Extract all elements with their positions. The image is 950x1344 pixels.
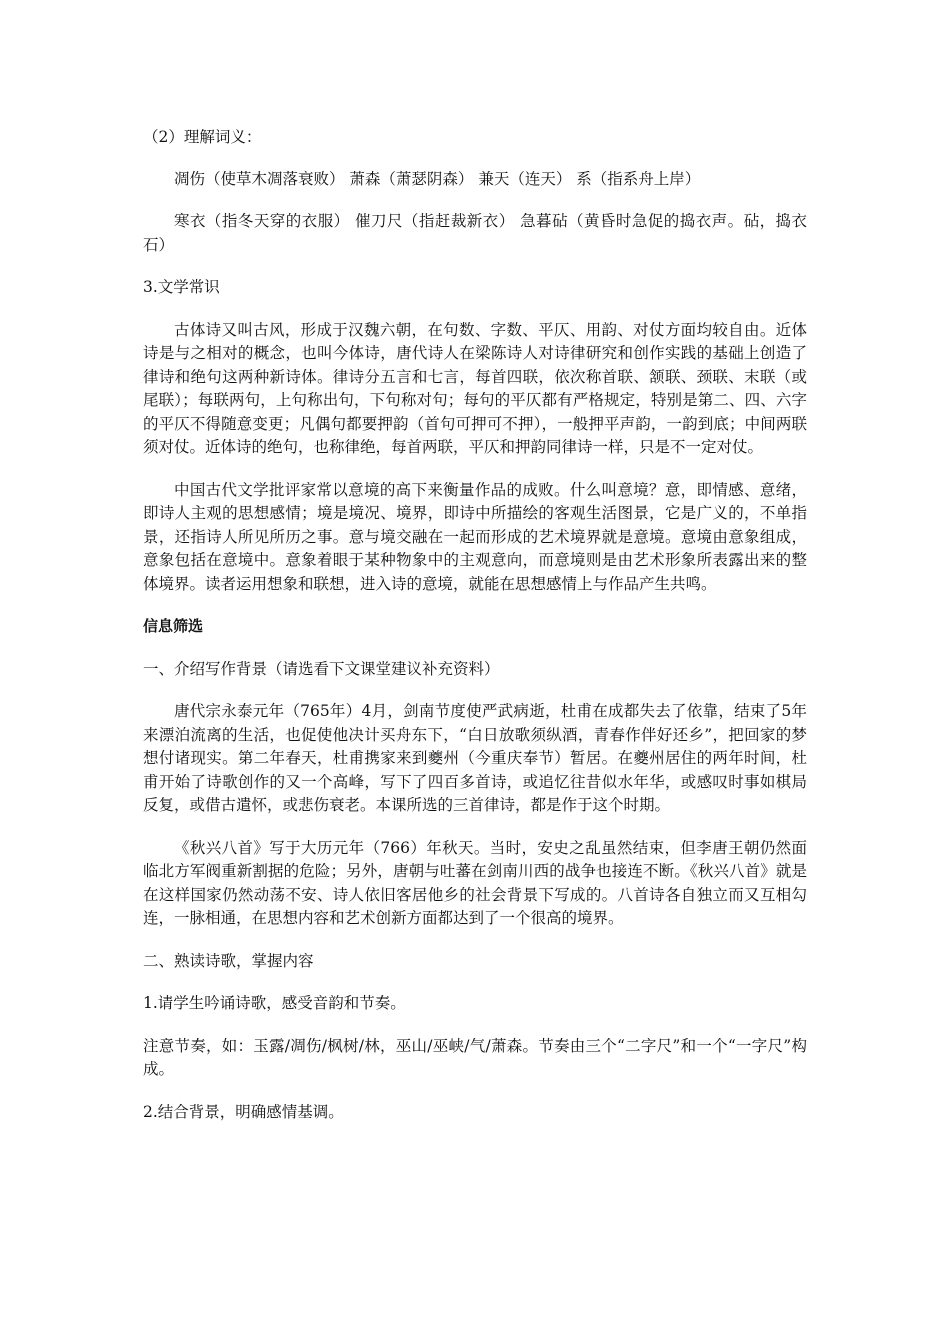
vocab-line-1: 凋伤（使草木凋落衰败） 萧森（萧瑟阴森） 兼天（连天） 系（指系舟上岸）: [174, 169, 701, 188]
artistic-conception-paragraph: 中国古代文学批评家常以意境的高下来衡量作品的成败。什么叫意境？意，即情感、意绪，即诗人主观的思想感情；境是境况、境界，即诗中所描绘的客观生活图景，它是广义的，不单指景，还指诗人所见所历之事。意与境交融在一起而形成的艺术境界就是意境。意境由意象组成，意象包括在意境中。意象着眼于某种物象中的主观意向，而意境则是由艺术形象所表露出来的整体境界。读者运用想象和联想，进入诗的意境，就能在思想感情上与作品产生共鸣。: [143, 480, 807, 593]
rhythm-note: 注意节奏，如：玉露/凋伤/枫树/林，巫山/巫峡/气/萧森。节奏由三个“二字尺”和一个“一字尺”构成。: [143, 1036, 807, 1078]
section-title-info-screening: 信息筛选: [143, 617, 204, 635]
vocab-line-2: 寒衣（指冬天穿的衣服） 催刀尺（指赶裁新衣） 急暮砧（黄昏时急促的捣衣声。砧，捣衣石）: [143, 212, 807, 254]
background-paragraph-2: 《秋兴八首》写于大历元年（766）年秋天。当时，安史之乱虽然结束，但李唐王朝仍然面临北方军阀重新割据的危险；另外，唐朝与吐蕃在剑南川西的战争也接连不断。《秋兴八首》就是在这样国家仍然动荡不安、诗人依旧客居他乡的社会背景下写成的。八首诗各自独立而又互相勾连，一脉相通，在思想内容和艺术创新方面都达到了一个很高的境界。: [143, 838, 807, 927]
background-heading: 一、介绍写作背景（请选看下文课堂建议补充资料）: [143, 659, 500, 678]
reading-step-2: 2.结合背景，明确感情基调。: [143, 1102, 344, 1121]
reading-heading: 二、熟读诗歌，掌握内容: [143, 951, 314, 970]
reading-step-1: 1.请学生吟诵诗歌，感受音韵和节奏。: [143, 994, 406, 1012]
ancient-poetry-paragraph: 古体诗又叫古风，形成于汉魏六朝，在句数、字数、平仄、用韵、对仗方面均较自由。近体诗是与之相对的概念，也叫今体诗，唐代诗人在梁陈诗人对诗律研究和创作实践的基础上创造了律诗和绝句这两种新诗体。律诗分五言和七言，每首四联，依次称首联、颔联、颈联、末联（或尾联）；每联两句，上句称出句，下句称对句；每句的平仄都有严格规定，特别是第二、四、六字的平仄不得随意变更；凡偶句都要押韵（首句可押可不押），一般押平声韵，一韵到底；中间两联须对仗。近体诗的绝句，也称律绝，每首两联，平仄和押韵同律诗一样，只是不一定对仗。: [143, 320, 807, 456]
vocab-heading: （2）理解词义：: [143, 128, 262, 146]
background-paragraph-1: 唐代宗永泰元年（765年）4月，剑南节度使严武病逝，杜甫在成都失去了依靠，结束了5年来漂泊流离的生活，也促使他决计买舟东下，“白日放歌须纵酒，青春作伴好还乡”，把回家的梦想付诸现实。第二年春天，杜甫携家来到夔州（今重庆奉节）暂居。在夔州居住的两年时间，杜甫开始了诗歌创作的又一个高峰，写下了四百多首诗，或追忆往昔似水年华，或感叹时事如棋局反复，或借古遣怀，或悲伤衰老。本课所选的三首律诗，都是作于这个时期。: [143, 702, 807, 814]
literary-knowledge-heading: 3.文学常识: [143, 278, 220, 296]
document-body: [143, 126, 807, 1124]
